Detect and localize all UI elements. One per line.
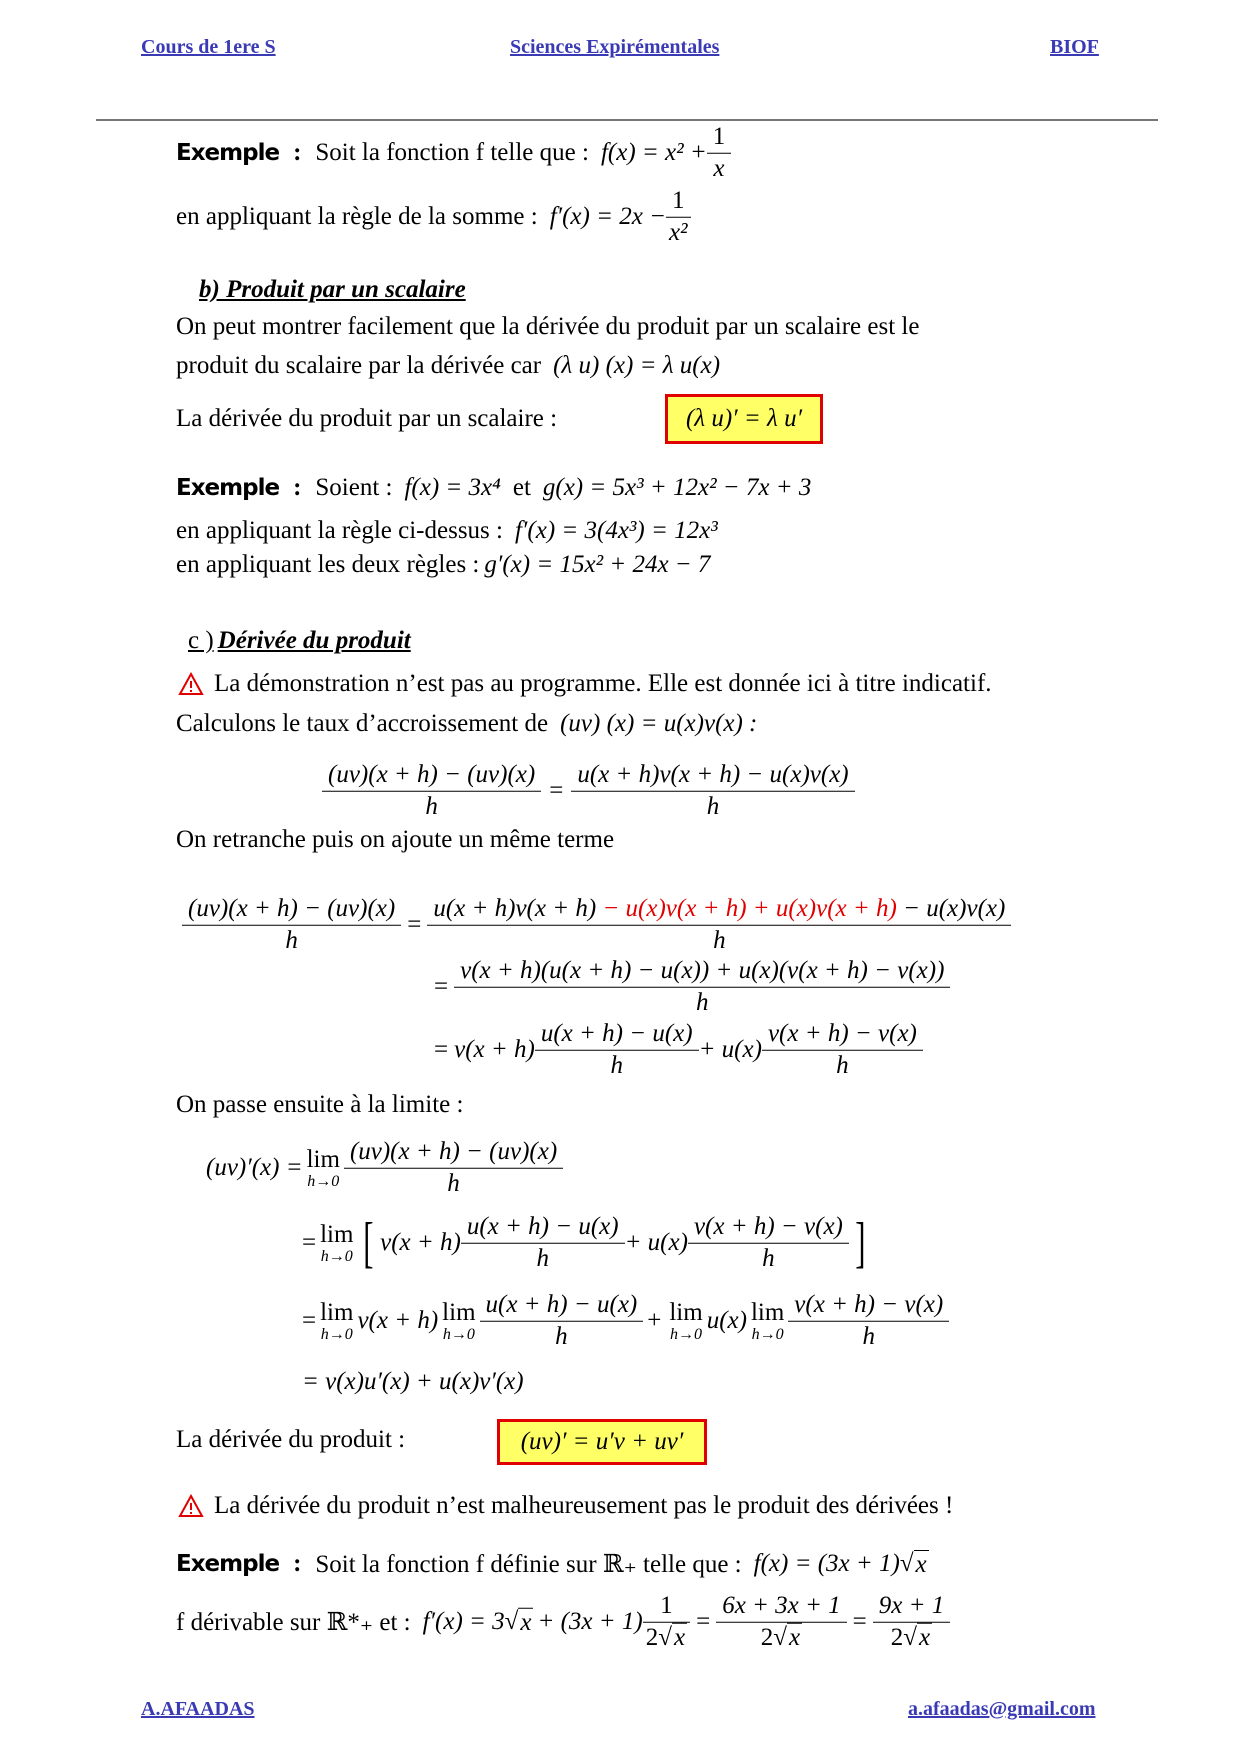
math: f(x) = x² + [600,139,707,166]
expansion-row-2 [434,957,950,1018]
sqrt-x: x [919,1623,931,1651]
denominator: h [713,926,726,954]
sqrt-x: x [520,1608,532,1636]
term: u(x + h)v(x + h) [433,894,597,922]
colon: : [293,139,302,166]
term: v(x + h) [357,1307,439,1334]
fraction [430,895,1008,956]
math: f(x) = 3x⁴ [404,474,501,501]
term: + u(x) [698,1036,762,1063]
limit [669,1300,702,1343]
fraction [791,1291,946,1352]
rule-label: La dérivée du produit : [176,1426,406,1453]
paragraph: On passe ensuite à la limite : [176,1091,464,1118]
equals: = [434,973,449,1000]
expansion-row-3 [434,1020,923,1081]
fraction [765,1020,920,1081]
numerator: u(x + h) − u(x) [461,1213,625,1244]
two: 2 [760,1623,774,1651]
sqrt-x: x [673,1623,686,1651]
denominator: x² [668,218,688,246]
text: f dérivable sur ℝ*₊ et : [176,1609,411,1636]
fraction [457,957,947,1018]
rate-equation [322,761,855,822]
term: + u(x) [624,1229,688,1256]
numerator: 1 [666,187,691,218]
numerator: 1 [643,1592,690,1623]
lim-sub: h→0 [670,1325,703,1343]
fraction [483,1291,641,1352]
fraction [464,1213,622,1274]
limit [320,1222,353,1265]
lim-sub: h→0 [442,1325,475,1343]
lim: lim [306,1145,340,1173]
denominator: x [713,154,725,182]
equals: = [302,1307,317,1334]
limit-row-3: = lim h→0 v(x + h) lim h→0 $\frac{u(x + h) - u(x)}{h}$ + lim h→0 u(x) lim h→0 $\frac{v(x + h) - v(x)}{h}$ [302,1291,949,1352]
numerator: 9x + 1 [873,1592,950,1623]
limit [442,1300,475,1343]
math: f′(x) = 2x − [549,203,666,230]
term: − u(x)v(x) [896,894,1006,922]
lim: lim [669,1298,703,1326]
paragraph [176,710,757,738]
text: produit du scalaire par la dérivée car [176,352,542,379]
paragraph: On peut montrer facilement que la dérivée du produit par un scalaire est le [176,313,920,340]
example-1-line [176,123,731,184]
example-label: Exemple [176,1551,280,1577]
fraction [538,1020,696,1081]
text: La démonstration n’est pas au programme. Elle est donnée ici à titre indicatif. [214,670,992,697]
numerator: u(x + h)v(x + h) − u(x)v(x) [571,761,854,792]
text: La dérivée du produit n’est malheureusement pas le produit des dérivées ! [214,1492,954,1519]
fraction [347,1138,560,1199]
math: g′(x) = 15x² + 24x − 7 [484,551,711,578]
denominator: h [610,1051,623,1079]
numerator: 1 [707,123,732,154]
math: f(x) = (3x + 1) [753,1550,900,1577]
warning-icon [178,672,204,696]
header-section-link[interactable]: Sciences Expirémentales [510,36,720,58]
numerator: (uv)(x + h) − (uv)(x) [182,895,401,926]
text: c ) [188,627,214,654]
text: Soient : [315,474,393,501]
two: 2 [645,1623,659,1651]
lim: lim [320,1298,354,1326]
sqrt-x: x [915,1550,927,1578]
left-bracket: [ [363,1212,374,1274]
limit [307,1147,340,1190]
denominator: h [425,792,438,820]
limit-row-2 [302,1213,872,1274]
fraction [574,761,851,822]
lim: lim [320,1220,354,1248]
denominator: h [536,1244,549,1272]
example-1-derivative [176,187,691,248]
product-rule-box: (uv)′ = u′v + uv′ [497,1419,707,1465]
scalar-rule-box: (λ u)′ = λ u′ [665,394,823,444]
colon: : [293,474,302,501]
denominator: h [555,1322,568,1350]
text: Dérivée du produit [217,627,411,654]
header-divider [96,119,1158,121]
example-label: Exemple [176,140,280,166]
warning-2 [178,1492,953,1520]
math: f′(x) = 3 [422,1608,505,1635]
equals: = [434,1036,449,1063]
footer-author-link[interactable]: A.AFAADAS [141,1698,255,1720]
fraction [669,187,688,248]
fraction [710,123,729,184]
example-3-derivative: f dérivable sur ℝ*₊ et : f′(x) = 3 √ x + (3x + 1) $\frac{1}{2√x}$ = $\frac{6x + 3x + 1}{2√x}$ = $\frac{9x + 1}{2√x}$ [176,1592,950,1653]
sqrt-x: x [788,1623,801,1651]
fraction [691,1213,846,1274]
term: (uv)′(x) = [206,1154,303,1181]
numerator: v(x + h) − v(x) [762,1020,923,1051]
highlighted-terms: − u(x)v(x + h) + u(x)v(x + h) [596,894,897,922]
equals: = [549,777,564,804]
fraction: $\frac{6x + 3x + 1}{2√x}$ [719,1592,843,1653]
term: v(x + h) [380,1229,461,1256]
numerator: (uv)(x + h) − (uv)(x) [322,761,541,792]
lim-sub: h→0 [307,1172,340,1190]
header-course-link[interactable]: Cours de 1ere S [141,36,276,58]
right-bracket: ] [855,1212,866,1274]
equals: = [302,1229,317,1256]
text: Soit la fonction f telle que : [315,139,589,166]
paragraph: On retranche puis on ajoute un même terme [176,826,615,853]
text: et [512,474,531,501]
math: f′(x) = 3(4x³) = 12x³ [514,517,718,544]
text: en appliquant la règle ci-dessus : [176,517,503,544]
example-2-derivative-f [176,517,718,545]
math: + (3x + 1) [537,1608,643,1635]
example-label: Exemple [176,475,280,501]
text: en appliquant la règle de la somme : [176,203,538,230]
warning-1 [178,670,992,698]
fraction: $\frac{9x + 1}{2√x}$ [876,1592,947,1653]
example-2-derivative-g [176,551,710,579]
colon: : [293,1550,302,1577]
limit-row-4: = v(x)u′(x) + u(x)v′(x) [302,1368,524,1395]
lim: lim [750,1298,785,1326]
lim-sub: h→0 [320,1325,353,1343]
lim: lim [442,1298,476,1326]
numerator: v(x + h) − v(x) [688,1213,849,1244]
example-3-line: Exemple : Soit la fonction f définie sur ℝ₊ telle que : f(x) = (3x + 1) √ x [176,1550,927,1578]
header-biof-link[interactable]: BIOF [1050,36,1099,58]
lim-sub: h→0 [320,1247,353,1265]
equals: = [696,1608,711,1635]
rule-label: La dérivée du produit par un scalaire : [176,405,558,432]
two: 2 [890,1623,904,1651]
math: g(x) = 5x³ + 12x² − 7x + 3 [542,474,812,501]
text: Soit la fonction f définie sur ℝ₊ telle que : [315,1551,742,1578]
denominator: h [762,1244,775,1272]
math: (λ u) (x) = λ u(x) [553,352,721,379]
term: v(x + h) [454,1036,535,1063]
paragraph [176,352,720,380]
numerator: (uv)(x + h) − (uv)(x) [344,1138,563,1169]
denominator: h [836,1051,849,1079]
numerator: 6x + 3x + 1 [716,1592,846,1623]
numerator: v(x + h) − v(x) [788,1291,949,1322]
section-c-title [188,627,411,655]
footer-email-link[interactable]: a.afaadas@gmail.com [908,1698,1096,1720]
limit [320,1300,353,1343]
numerator: u(x + h) − u(x) [480,1291,644,1322]
denominator: h [696,988,709,1016]
denominator: h [285,926,298,954]
equals: = [407,911,422,938]
warning-icon [178,1494,204,1518]
limit [751,1300,784,1343]
denominator: h [862,1322,876,1350]
text: en appliquant les deux règles : [176,551,480,578]
fraction [325,761,538,822]
fraction: $\frac{1}{2√x}$ [646,1592,687,1653]
numerator: v(x + h)(u(x + h) − u(x)) + u(x)(v(x + h) − v(x)) [454,957,950,988]
expansion-row-1 [182,895,1011,956]
numerator: u(x + h) − u(x) [535,1020,699,1051]
denominator: h [706,792,720,820]
limit-row-1 [206,1138,563,1199]
text: Calculons le taux d’accroissement de [176,710,549,737]
denominator: h [447,1169,460,1197]
lim-sub: h→0 [751,1325,784,1343]
fraction [185,895,398,956]
section-b-title: b) Produit par un scalaire [199,276,466,303]
equals: = [852,1608,867,1635]
example-2-line [176,474,811,502]
math: (uv) (x) = u(x)v(x) : [560,710,758,737]
